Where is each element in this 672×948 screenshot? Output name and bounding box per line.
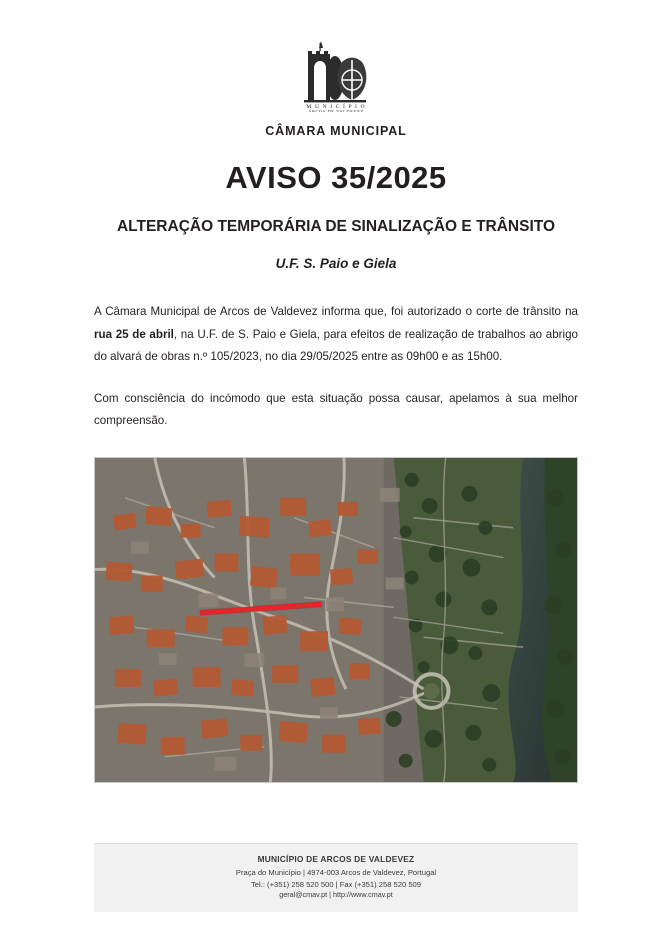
footer-address: Praça do Município | 4974-003 Arcos de Valdevez, Portugal — [235, 868, 437, 878]
street-name: rua 25 de abril — [94, 327, 174, 341]
notice-subtitle: ALTERAÇÃO TEMPORÁRIA DE SINALIZAÇÃO E TRÂNSITO — [116, 218, 556, 235]
notice-body — [94, 301, 578, 433]
paragraph-1-part-1: A Câmara Municipal de Arcos de Valdevez informa que, foi autorizado o corte de trânsito na — [94, 305, 578, 318]
paragraph-1 — [94, 301, 578, 369]
municipality-coat-of-arms-icon — [290, 34, 382, 112]
document-footer — [94, 843, 578, 912]
satellite-map-image — [94, 457, 578, 783]
footer-phone: Tel.: (+351) 258 520 500 | Fax (+351) 258 520 509 — [251, 879, 421, 889]
page-title: AVISO 35/2025 — [225, 160, 447, 195]
paragraph-2: Com consciência do incómodo que esta situação possa causar, apelamos à sua melhor compreensão. — [94, 391, 578, 428]
footer-contact[interactable]: geral@cmav.pt | http://www.cmav.pt — [279, 890, 393, 900]
parish-name: U.F. S. Paio e Giela — [275, 256, 397, 271]
logo-container — [94, 0, 578, 112]
organization-name: CÂMARA MUNICIPAL — [265, 124, 407, 138]
svg-text:ARCOS DE VALDEVEZ: ARCOS DE VALDEVEZ — [308, 109, 364, 112]
map-canvas — [95, 458, 577, 783]
footer-entity: MUNICÍPIO DE ARCOS DE VALDEVEZ — [257, 854, 415, 865]
paragraph-1-part-2: , na U.F. de S. Paio e Giela, para efeitos de realização de trabalhos ao abrigo do alvará de obras n.º 105/2023, no dia 29/05/2025 entre as 09h00 e as 15h00. — [94, 327, 578, 364]
svg-text:M U N I C Í P I O: M U N I C Í P I O — [306, 104, 366, 110]
